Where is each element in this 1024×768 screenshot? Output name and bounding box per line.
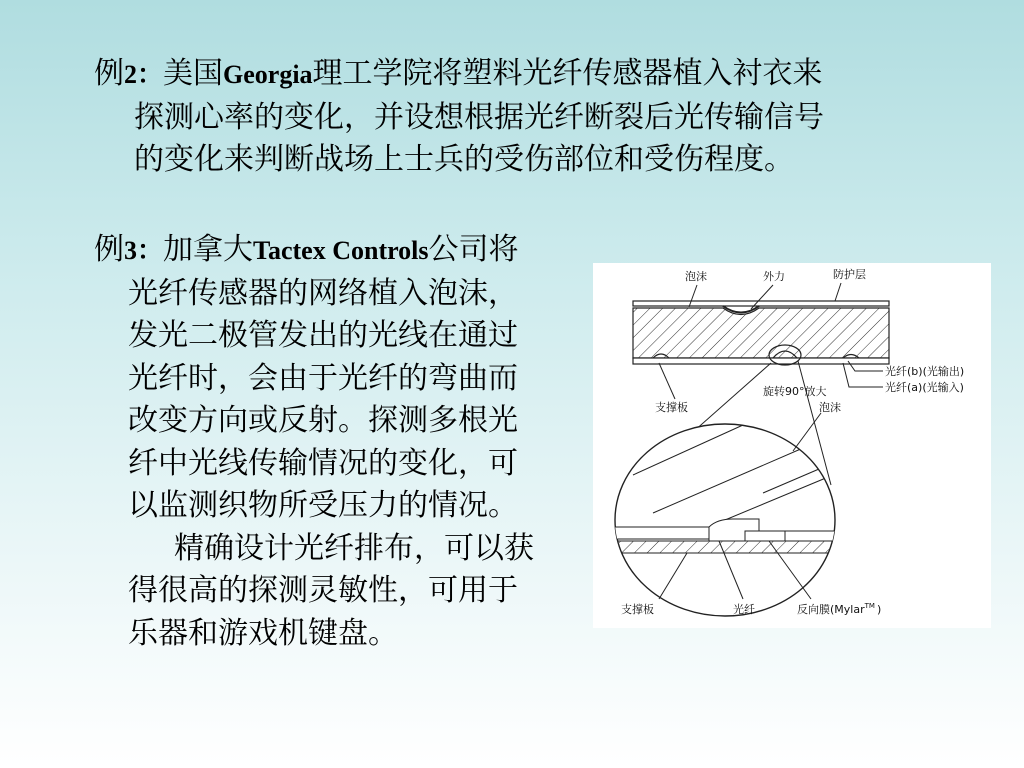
support-plate-detail — [613, 541, 843, 553]
example-3-p2-line-3: 乐器和游戏机键盘。 — [128, 615, 398, 651]
example-3-paragraph — [94, 229, 534, 655]
example-2-number: 2： — [124, 60, 164, 89]
magnified-detail — [613, 413, 843, 616]
label-foam-detail: 泡沫 — [819, 401, 841, 414]
support-plate-strip — [633, 358, 889, 364]
label-tm: TM — [864, 602, 875, 610]
example-3-company: Tactex Controls — [253, 236, 429, 265]
example-2-line-1 — [94, 53, 824, 97]
example-3-line-4: 光纤时，会由于光纤的弯曲而 — [128, 360, 518, 396]
example-3-line-7: 以监测织物所受压力的情况。 — [128, 488, 518, 523]
fiber-foam-sensor-figure — [593, 263, 991, 628]
example-2-prefix: 例 — [94, 56, 124, 91]
sensor-diagram — [593, 263, 991, 628]
label-foam-top: 泡沫 — [685, 270, 707, 283]
example-3-line-1 — [94, 229, 534, 273]
example-2-line-3: 的变化来判断战场上士兵的受伤部位和受伤程度。 — [134, 142, 794, 177]
example-3-p2-line-2: 得很高的探测灵敏性，可用于 — [128, 573, 518, 608]
label-rotate-zoom: 旋转90°放大 — [763, 385, 827, 398]
fiber-detail-left — [613, 527, 709, 539]
label-support-plate-detail: 支撑板 — [621, 603, 654, 616]
leader-protective-layer — [835, 283, 841, 301]
foam-layer — [633, 308, 889, 358]
leader-fiber-a — [843, 363, 883, 387]
label-support-plate: 支撑板 — [655, 401, 688, 414]
example-2-georgia: Georgia — [223, 60, 313, 89]
reflective-film-detail — [745, 531, 785, 541]
label-reflective-film-text: 反向膜(Mylar — [797, 603, 865, 616]
protective-layer-strip — [633, 301, 889, 306]
example-2-paragraph — [94, 53, 824, 182]
example-3-line-2: 光纤传感器的网络植入泡沫， — [128, 275, 518, 311]
label-external-force: 外力 — [763, 270, 785, 283]
label-fiber-a: 光纤(a)(光输入) — [885, 381, 964, 394]
example-3-line-3: 发光二极管发出的光线在通过 — [128, 318, 518, 353]
label-protective-layer: 防护层 — [833, 268, 866, 281]
label-fiber-b: 光纤(b)(光输出) — [885, 365, 965, 378]
example-3-p2-line-1: 精确设计光纤排布，可以获 — [174, 530, 534, 566]
leader-support-plate — [659, 363, 675, 399]
example-2-text-a: 美国 — [163, 56, 224, 91]
label-fiber-detail: 光纤 — [733, 603, 755, 616]
example-2-line-2: 探测心率的变化，并设想根据光纤断裂后光传输信号 — [134, 99, 824, 135]
example-3-line-5: 改变方向或反射。探测多根光 — [128, 403, 518, 438]
example-2-text-b: 理工学院将塑料光纤传感器植入衬衣来 — [312, 56, 823, 91]
example-3-head-tail: 公司将 — [428, 232, 519, 267]
example-3-head: 加拿大 — [163, 232, 254, 267]
label-close-paren: ) — [876, 603, 882, 616]
example-3-prefix: 例 — [94, 232, 124, 267]
example-3-line-6: 纤中光线传输情况的变化，可 — [128, 445, 518, 481]
example-3-number: 3： — [124, 236, 164, 265]
label-reflective-film — [797, 602, 881, 616]
